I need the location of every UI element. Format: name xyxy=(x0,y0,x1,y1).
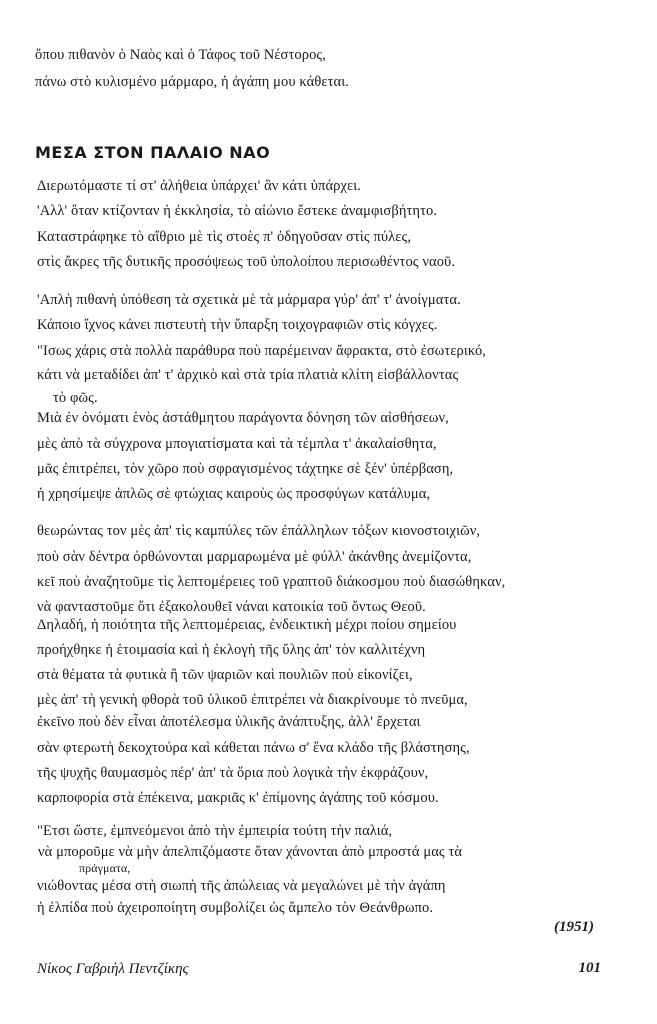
verse-line: στὶς ἄκρες τῆς δυτικῆς προσόψεως τοῦ ὑπολοίπου περισωθέντος ναοῦ. xyxy=(37,254,456,270)
verse-line: Καταστράφηκε τὸ αἴθριο μὲ τὶς στοὲς π' ὁδηγοῦσαν στὶς πύλες, xyxy=(37,229,412,245)
verse-line: τῆς ψυχῆς θαυμασμὸς πέρ' ἀπ' τὰ ὅρια ποὺ λογικὰ τὴν ἐκφράζουν, xyxy=(37,765,429,781)
verse-line: στὰ θέματα τὰ φυτικὰ ἢ τῶν ψαριῶν καὶ πουλιῶν ποὺ εἰκονίζει, xyxy=(37,667,413,683)
poem-year: (1951) xyxy=(554,919,594,935)
verse-line: "Ισως χάρις στὰ πολλὰ παράθυρα ποὺ παρέμειναν ἄφρακτα, στὸ ἐσωτερικό, xyxy=(37,343,487,359)
verse-line: κάτι νὰ μεταδίδει ἀπ' τ' ἀρχικὸ καὶ στὰ τρία πλατιὰ κλίτη εἰσβάλλοντας xyxy=(37,367,459,383)
verse-line: πράγματα, xyxy=(79,861,131,875)
verse-line: νὰ μποροῦμε νὰ μὴν ἀπελπιζόμαστε ὅταν χάνονται ἀπὸ μπροστά μας τὰ xyxy=(38,844,463,860)
poem-title: ΜΕΣΑ ΣΤΟΝ ΠΑΛΑΙΟ ΝΑΟ xyxy=(35,143,271,162)
verse-line: τὸ φῶς. xyxy=(53,390,98,406)
verse-line: μὲς ἀπ' τὴ γενικὴ φθορὰ τοῦ ὑλικοῦ ἐπιτρέπει νὰ διακρίνουμε τὸ πνεῦμα, xyxy=(37,692,468,708)
verse-line: Δηλαδή, ἡ ποιότητα τῆς λεπτομέρειας, ἐνδεικτικὴ μέχρι ποίου σημείου xyxy=(37,617,457,633)
verse-line: νιώθοντας μέσα στὴ σιωπὴ τῆς ἀπώλειας νὰ μεγαλώνει μὲ τὴν ἀγάπη xyxy=(37,878,446,894)
verse-line: θεωρώντας τον μὲς ἀπ' τὶς καμπύλες τῶν ἐπάλληλων τόξων κιονοστοιχιῶν, xyxy=(37,523,481,539)
verse-line: ἡ χρησίμεψε ἁπλῶς σὲ φτώχιας καιροὺς ὡς προσφύγων κατάλυμα, xyxy=(37,486,431,502)
verse-line: μᾶς ἐπιτρέπει, τὸν χῶρο ποὺ σφραγισμένος τάχτηκε σὲ ξέν' ὑπέρβαση, xyxy=(37,461,454,477)
verse-line: 'Αλλ' ὅταν κτίζονταν ἡ ἐκκλησία, τὸ αἰώνιο ἔστεκε ἀναμφισβήτητο. xyxy=(37,203,438,219)
verse-line: "Ετσι ὥστε, ἐμπνεόμενοι ἀπὸ τὴν ἐμπειρία τούτη τὴν παλιά, xyxy=(37,823,393,839)
intro-line: ὅπου πιθανὸν ὁ Ναὸς καὶ ὁ Τάφος τοῦ Νέστορος, xyxy=(35,47,326,63)
intro-line: πάνω στὸ κυλισμένο μάρμαρο, ἡ ἀγάπη μου κάθεται. xyxy=(35,74,349,90)
verse-line: ἡ ἐλπίδα ποὺ ἀχειροποίητη συμβολίζει ὡς ἄμπελο τὸν Θεάνθρωπο. xyxy=(37,900,434,916)
verse-line: καρποφορία στὰ ἐπέκεινα, μακριᾶς κ' ἐπίμονης ἀγάπης τοῦ κόσμου. xyxy=(37,790,439,806)
verse-line: κεῖ ποὺ ἀναζητοῦμε τὶς λεπτομέρειες τοῦ γραπτοῦ διάκοσμου ποὺ διασώθηκαν, xyxy=(37,574,506,590)
footer-author: Νίκος Γαβριὴλ Πεντζίκης xyxy=(37,961,189,977)
verse-line: μὲς ἀπὸ τὰ σύγχρονα μπογιατίσματα καὶ τὰ τέμπλα τ' ἀκαλαίσθητα, xyxy=(37,436,437,452)
verse-line: Κάποιο ἴχνος κάνει πιστευτὴ τὴν ὕπαρξη τοιχογραφιῶν στὶς κόγχες. xyxy=(37,317,438,333)
page-number: 101 xyxy=(578,960,601,976)
verse-line: Μιὰ ἐν ὀνόματι ἑνὸς ἀστάθμητου παράγοντα δόνηση τῶν αἰσθήσεων, xyxy=(37,410,449,426)
verse-line: σὰν φτερωτὴ δεκοχτούρα καὶ κάθεται πάνω σ' ἕνα κλάδο τῆς βλάστησης, xyxy=(37,740,470,756)
verse-line: Διερωτόμαστε τί στ' ἀλήθεια ὑπάρχει' ἂν κάτι ὑπάρχει. xyxy=(37,178,361,194)
verse-line: ποὺ σὰν δέντρα ὀρθώνονται μαρμαρωμένα μὲ φύλλ' ἀκάνθης ἀνεμίζοντα, xyxy=(37,549,472,565)
verse-line: 'Απλὴ πιθανὴ ὑπόθεση τὰ σχετικὰ μὲ τὰ μάρμαρα γύρ' ἀπ' τ' ἀνοίγματα. xyxy=(37,292,461,308)
verse-line: νὰ φανταστοῦμε ὅτι ἐξακολουθεῖ νάναι κατοικία τοῦ ὄντως Θεοῦ. xyxy=(37,599,426,615)
verse-line: προήχθηκε ἡ ἑτοιμασία καὶ ἡ ἐκλογὴ τῆς ὕλης ἀπ' τὸν καλλιτέχνη xyxy=(37,642,426,658)
verse-line: ἐκεῖνο ποὺ δὲν εἶναι ἀποτέλεσμα ὑλικῆς ἀνάπτυξης, ἀλλ' ἔρχεται xyxy=(37,714,421,730)
